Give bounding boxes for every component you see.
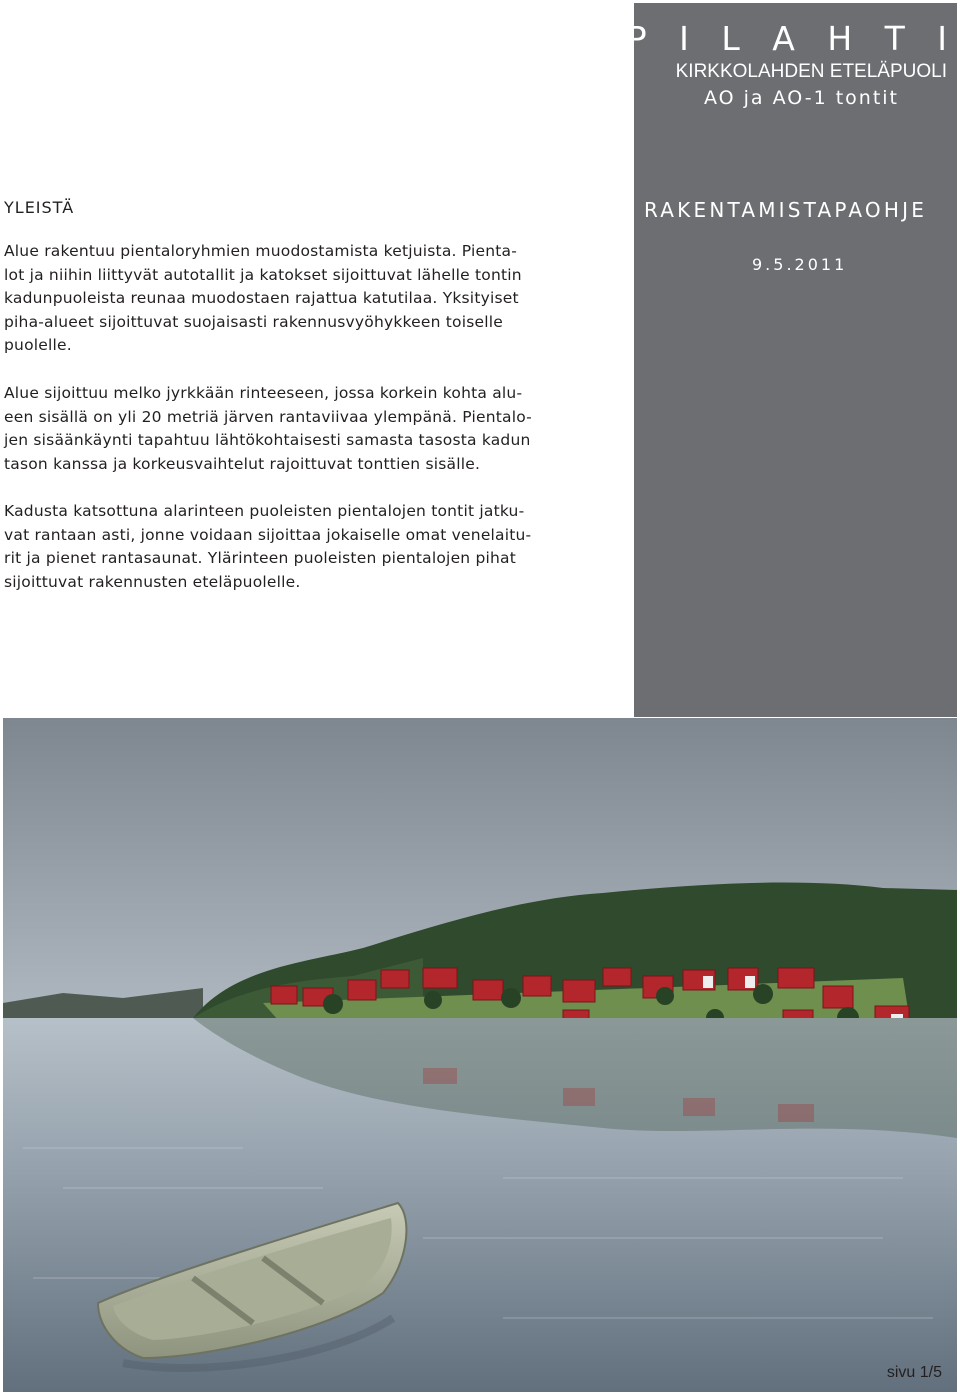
lake-visualization-image bbox=[3, 718, 957, 1392]
document-subtitle-plots: AO ja AO-1 tontit bbox=[703, 87, 899, 109]
document-date: 9.5.2011 bbox=[752, 255, 848, 274]
document-title: K O R P I L A H T I bbox=[458, 19, 958, 58]
section-heading: YLEISTÄ bbox=[4, 198, 75, 217]
paragraph-2: Alue sijoittuu melko jyrkkään rinteeseen, jossa korkein kohta alu- een sisällä on yli 20 metriä järven rantaviivaa ylempänä. Pientalo- jen sisäänkäynti tapahtuu lähtökohtaisesti samasta tasosta kadun tason kanssa ja korkeusvaihtelut rajoittuvat tonttien sisälle. bbox=[4, 384, 532, 473]
document-subtitle: KIRKKOLAHDEN ETELÄPUOLI bbox=[675, 61, 947, 82]
title-panel bbox=[458, 3, 958, 717]
paragraph-3: Kadusta katsottuna alarinteen puoleisten pientalojen tontit jatku- vat rantaan asti, jonne voidaan sijoittaa jokaiselle omat venelaitu- rit ja pienet rantasaunat. Ylärinteen puoleisten pientalojen pihat sijoittuvat rakennusten eteläpuolelle. bbox=[4, 502, 532, 591]
paragraph-1: Alue rakentuu pientaloryhmien muodostamista ketjuista. Pienta- lot ja niihin liittyvät autotallit ja katokset sijoittuvat lähelle tontin kadunpuoleista reunaa muodostaen rajattua katutilaa. Yksityiset piha-alueet sijoittuvat suojaisasti rakennusvyöhykkeen toiselle puolelle. bbox=[4, 242, 522, 354]
page-number: sivu 1/5 bbox=[886, 1364, 942, 1381]
guide-title: RAKENTAMISTAPAOHJE bbox=[644, 198, 928, 222]
